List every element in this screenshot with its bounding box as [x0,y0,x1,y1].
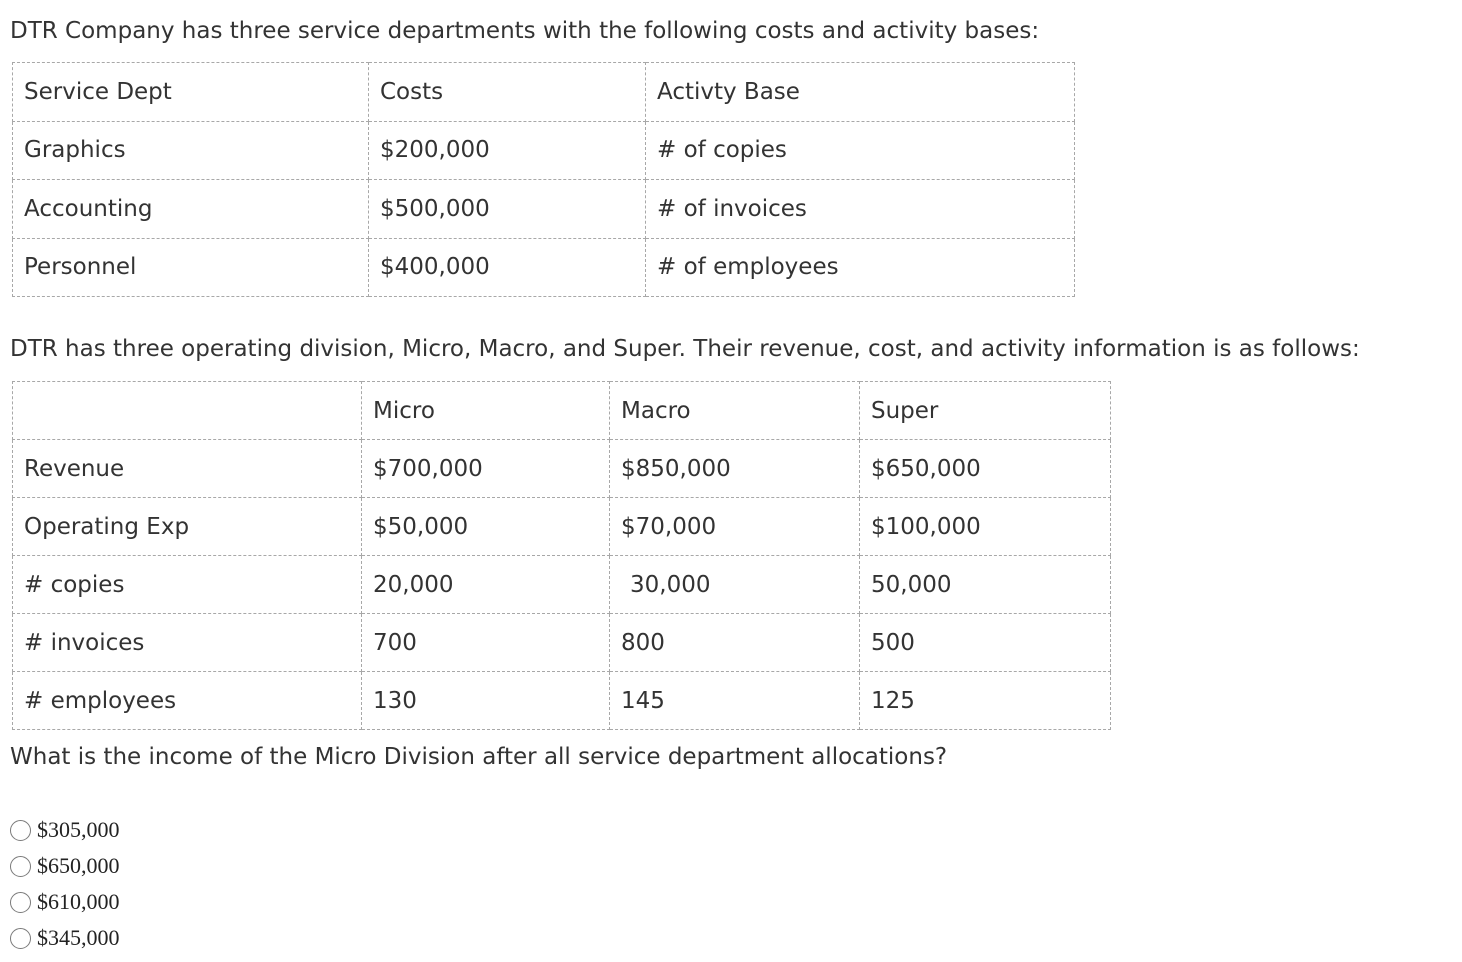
cell-dept: Personnel [13,238,369,297]
cell-super: 125 [860,672,1111,730]
table-row [13,614,1111,672]
cell-macro: 145 [610,672,860,730]
cell-activity-base: # of copies [646,121,1075,180]
cell-dept: Graphics [13,121,369,180]
cell-activity-base: # of employees [646,238,1075,297]
table-row [13,440,1111,498]
header-costs: Costs [369,63,646,122]
cell-dept: Accounting [13,180,369,239]
table-header-row [13,382,1111,440]
option-label[interactable]: $650,000 [37,853,120,878]
cell-super: $650,000 [860,440,1111,498]
header-activity-base: Activty Base [646,63,1075,122]
cell-cost: $500,000 [369,180,646,239]
answer-option[interactable] [10,920,120,956]
cell-super: $100,000 [860,498,1111,556]
cell-macro: 800 [610,614,860,672]
cell-micro: 700 [362,614,610,672]
radio-button[interactable] [10,856,31,877]
cell-label: # invoices [13,614,362,672]
table-row [13,121,1075,180]
cell-label: Revenue [13,440,362,498]
cell-label: # copies [13,556,362,614]
header-service-dept: Service Dept [13,63,369,122]
cell-micro: $700,000 [362,440,610,498]
radio-button[interactable] [10,892,31,913]
answer-option[interactable] [10,812,120,848]
option-label[interactable]: $610,000 [37,889,120,914]
cell-cost: $200,000 [369,121,646,180]
division-table [12,381,1111,730]
table-row [13,180,1075,239]
divisions-text: DTR has three operating division, Micro, Macro, and Super. Their revenue, cost, and activity information is as follows: [10,336,1360,362]
table-row [13,498,1111,556]
cell-macro: $850,000 [610,440,860,498]
option-label[interactable]: $305,000 [37,817,120,842]
header-blank [13,382,362,440]
cell-super: 50,000 [860,556,1111,614]
cell-super: 500 [860,614,1111,672]
table-row [13,556,1111,614]
cell-label: # employees [13,672,362,730]
header-micro: Micro [362,382,610,440]
header-macro: Macro [610,382,860,440]
cell-micro: $50,000 [362,498,610,556]
table-row [13,672,1111,730]
table-header-row [13,63,1075,122]
header-super: Super [860,382,1111,440]
cell-macro: $70,000 [610,498,860,556]
cell-label: Operating Exp [13,498,362,556]
radio-button[interactable] [10,928,31,949]
answer-options [10,812,120,956]
cell-macro: 30,000 [610,556,860,614]
service-department-table [12,62,1075,297]
intro-text: DTR Company has three service departments with the following costs and activity bases: [10,18,1040,44]
cell-activity-base: # of invoices [646,180,1075,239]
answer-option[interactable] [10,884,120,920]
cell-micro: 20,000 [362,556,610,614]
cell-micro: 130 [362,672,610,730]
table-row [13,238,1075,297]
answer-option[interactable] [10,848,120,884]
option-label[interactable]: $345,000 [37,925,120,950]
radio-button[interactable] [10,820,31,841]
question-text: What is the income of the Micro Division after all service department allocations? [10,744,948,770]
cell-cost: $400,000 [369,238,646,297]
